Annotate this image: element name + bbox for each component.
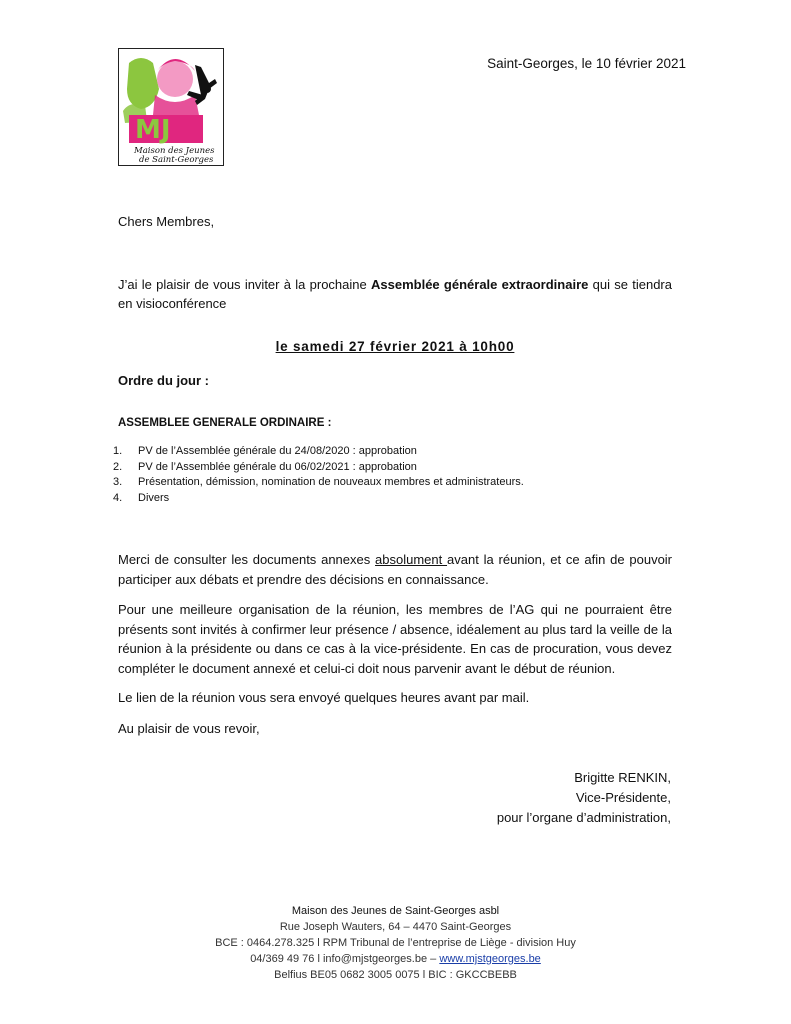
signer-role: Vice-Présidente, [575,790,671,805]
footer-address: Rue Joseph Wauters, 64 – 4470 Saint-Georges [279,921,512,933]
footer-bank: Belfius BE05 0682 3005 0075 l BIC : GKCCBEBB [274,969,517,981]
agenda-item [113,475,524,491]
documents-emphasis: absolument [375,552,448,567]
logo-green-figure [127,58,159,109]
documents-paragraph [118,550,672,589]
letter-greeting: Chers Membres, [118,214,215,229]
footer-org-name: Maison des Jeunes de Saint-Georges asbl [291,905,500,917]
logo-mj-text: MJ [135,115,171,145]
logo-subtitle-line-1: Maison des Jeunes [134,146,215,156]
agenda-item-number: 2. [113,460,123,473]
invitation-paragraph [118,275,672,313]
agenda-item-text: Divers [138,491,170,504]
link-paragraph: Le lien de la réunion vous sera envoyé quelques heures avant par mail. [118,690,530,705]
attendance-paragraph: Pour une meilleure organisation de la réunion, les membres de l’AG qui ne pourraient être présents sont invités à confirmer leur présence / absence, idéalement au plus tard la veille de la réunion à la présidente ou dans ce cas à la vice-présidente. En cas de procuration, vous devez compléter le document annexé et celui-ci doit nous parvenir avant le début de réunion. [118,602,672,676]
documents-text-suffix: avant la réunion, et ce afin de pouvoir participer aux débats et prendre des décisions en connaissance. [118,552,673,587]
agenda-item [113,491,524,507]
agenda-item-number: 4. [113,491,123,504]
letter-footer [150,903,641,983]
logo-subtitle-line-2: de Saint-Georges [139,155,214,165]
agenda-item [113,444,524,460]
footer-registry: BCE : 0464.278.325 l RPM Tribunal de l’entreprise de Liège - division Huy [215,937,576,949]
ago-heading: ASSEMBLEE GENERALE ORDINAIRE : [118,417,332,429]
agenda-item-text: PV de l’Assemblée générale du 24/08/2020 : approbation [138,445,417,457]
agenda-item [113,460,524,476]
footer-website-link[interactable]: www.mjstgeorges.be [439,953,541,965]
meeting-date-heading: le samedi 27 février 2021 à 10h00 [275,339,515,354]
signature-block [400,768,671,828]
invitation-text-suffix: qui se tiendra en visioconférence [118,277,672,311]
closing-paragraph: Au plaisir de vous revoir, [118,721,260,736]
organization-logo [118,48,224,166]
footer-contact-text: 04/369 49 76 l info@mjstgeorges.be – [250,953,440,965]
agenda-item-number: 1. [113,445,123,457]
agenda-heading: Ordre du jour : [118,373,209,388]
agenda-item-number: 3. [113,476,123,488]
footer-contact [150,951,641,967]
signer-name: Brigitte RENKIN, [574,770,671,785]
agenda-item-text: Présentation, démission, nomination de nouveaux membres et administrateurs. [138,476,524,488]
agenda-item-text: PV de l’Assemblée générale du 06/02/2021 : approbation [138,460,417,473]
logo-pink-face [157,61,193,97]
invitation-text-prefix: J’ai le plaisir de vous inviter à la prochaine [118,277,371,292]
logo-graphic [119,49,223,165]
agenda-list [113,444,524,506]
logo-pink-body [153,95,199,115]
invitation-meeting-type: Assemblée générale extraordinaire [371,277,589,292]
documents-text-prefix: Merci de consulter les documents annexes [118,552,376,567]
letter-date: Saint-Georges, le 10 février 2021 [487,56,686,71]
signer-organization: pour l’organe d’administration, [496,810,671,825]
